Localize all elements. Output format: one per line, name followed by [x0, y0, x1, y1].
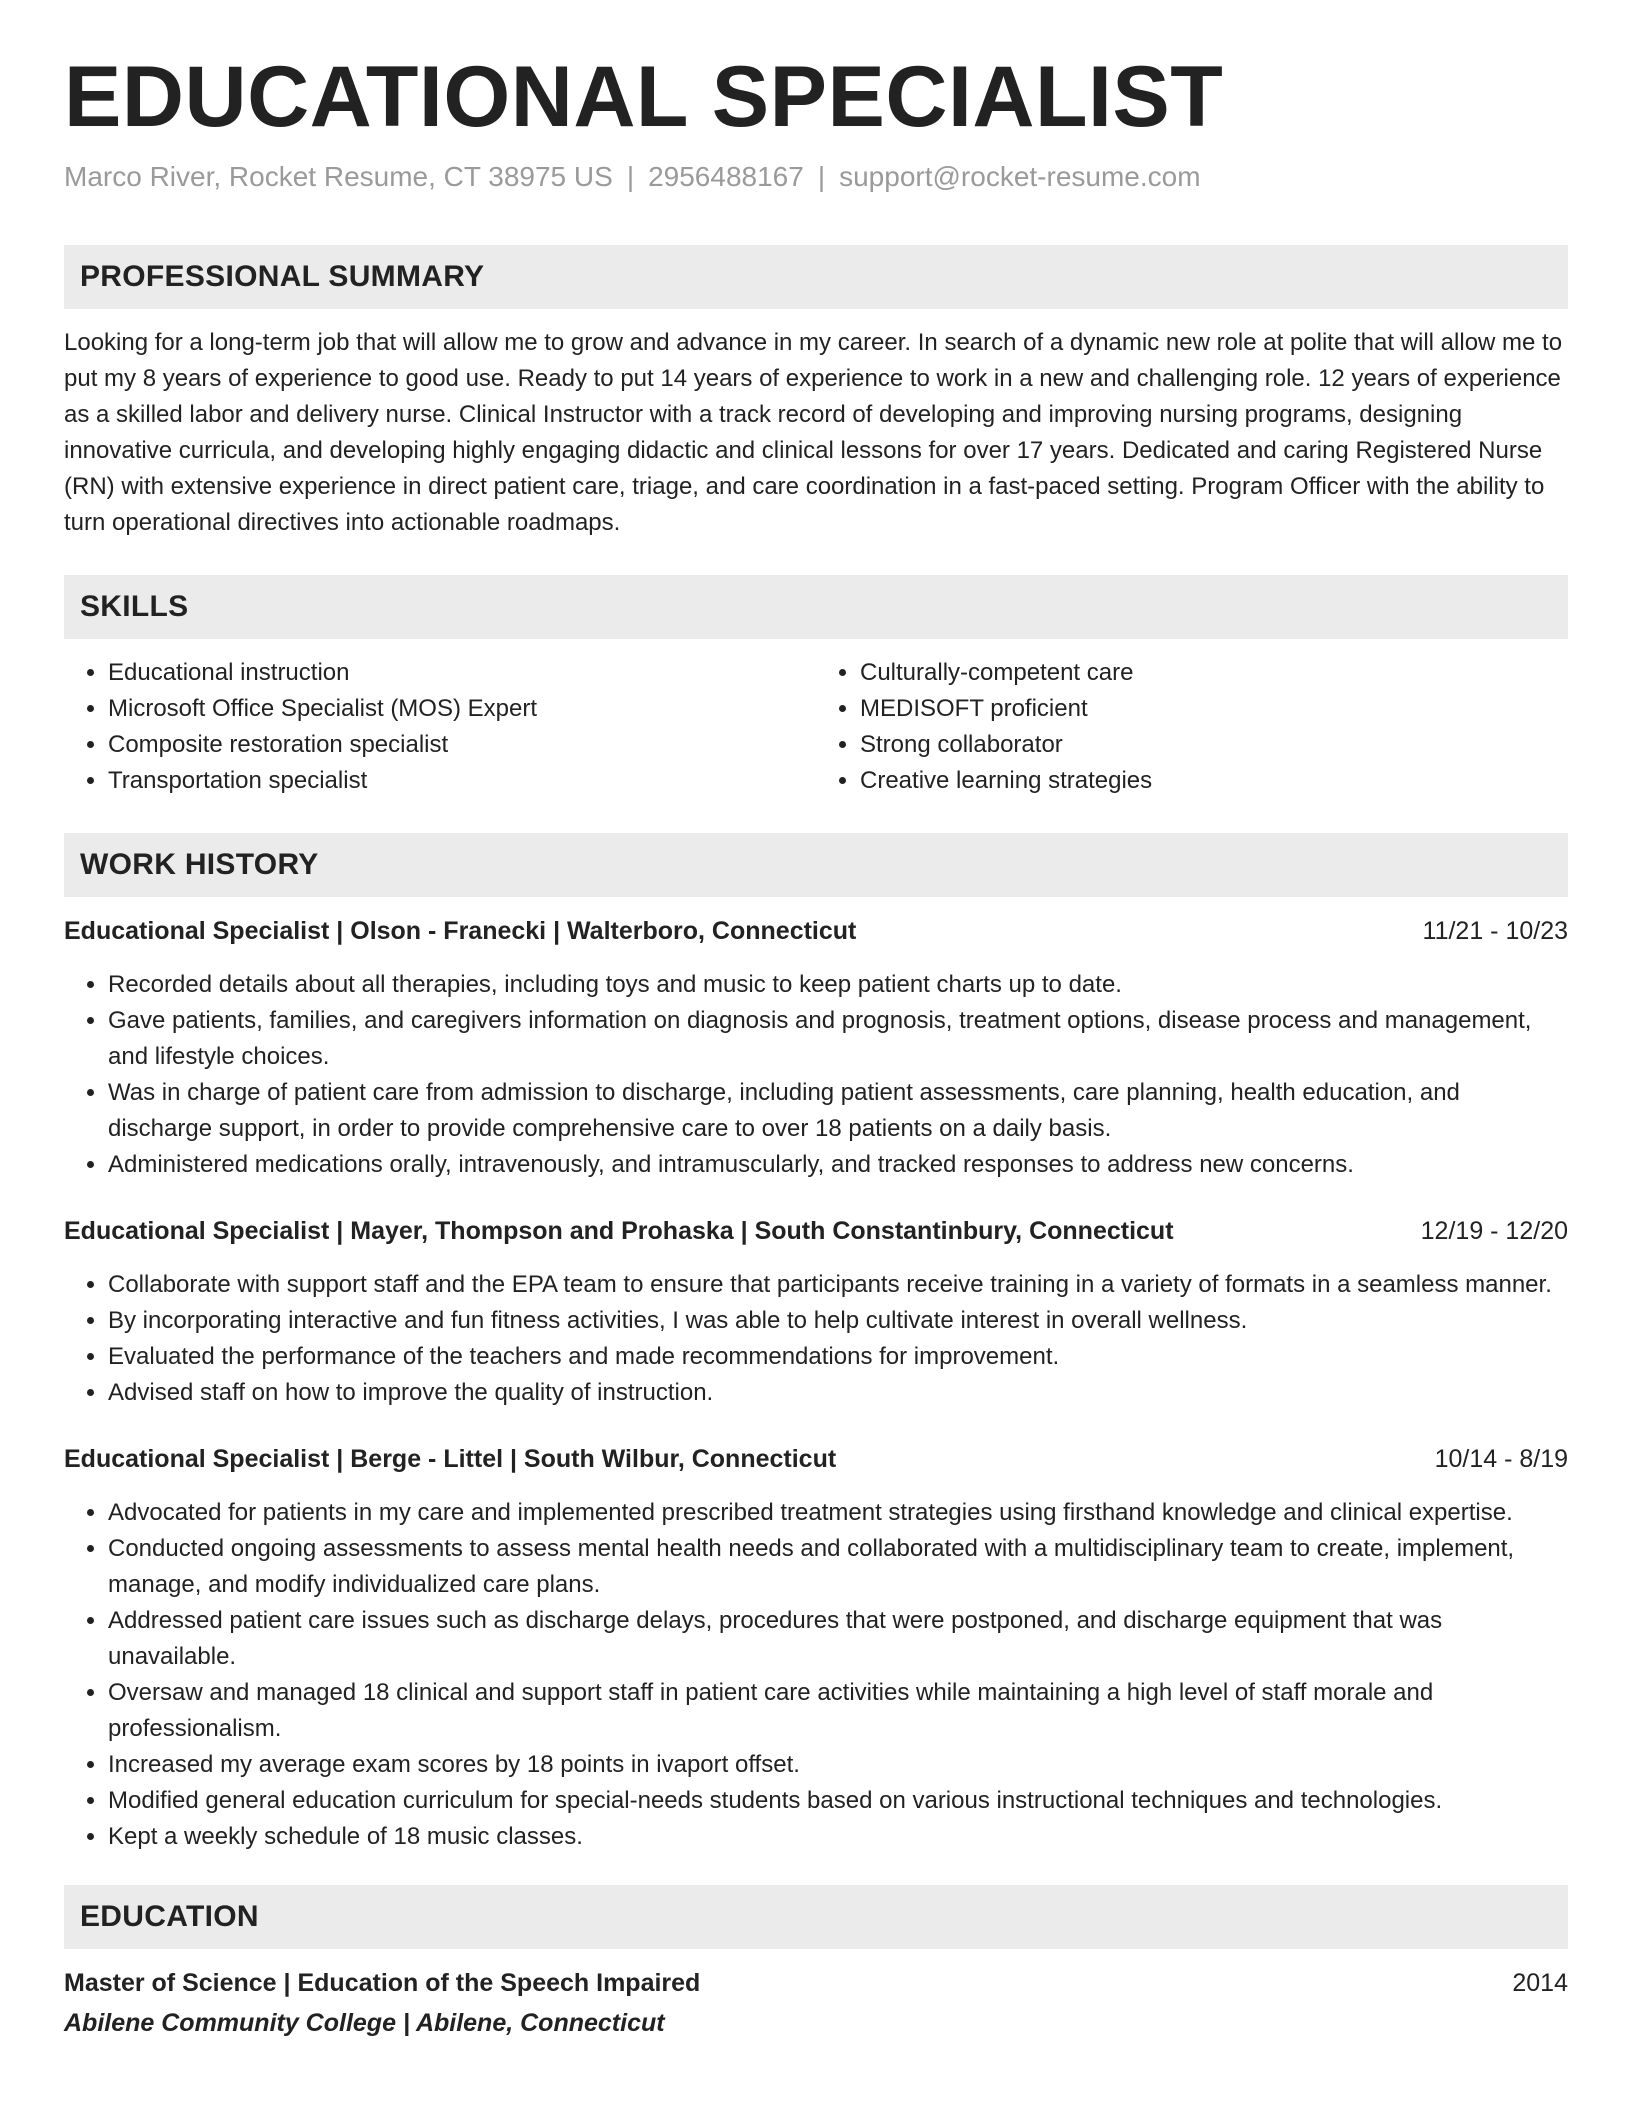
job-bullets [64, 967, 1568, 1183]
resume-title: EDUCATIONAL SPECIALIST [64, 49, 1224, 145]
job-bullet: • Advocated for patients in my care and implemented prescribed treatment strategies using firsthand knowledge and clinical expertise. [108, 1495, 1568, 1531]
education-header [64, 1965, 1568, 2001]
contact-phone: 2956488167 [648, 160, 804, 192]
skills-column-right [816, 655, 1568, 799]
job-entry [64, 913, 1568, 1183]
summary-heading: PROFESSIONAL SUMMARY [64, 245, 1568, 309]
job-bullet: • Increased my average exam scores by 18 points in ivaport offset. [108, 1747, 1568, 1783]
job-dates: 10/14 - 8/19 [1434, 1444, 1568, 1473]
contact-separator: | [626, 160, 635, 192]
skill-item: • Creative learning strategies [860, 763, 1568, 799]
skills-column-left [64, 655, 816, 799]
skill-item: • MEDISOFT proficient [860, 691, 1568, 727]
job-bullet: • By incorporating interactive and fun fitness activities, I was able to help cultivate interest in overall wellness. [108, 1303, 1568, 1339]
skill-item: • Transportation specialist [108, 763, 816, 799]
job-bullet: • Administered medications orally, intravenously, and intramuscularly, and tracked responses to address new concerns. [108, 1147, 1568, 1183]
skills-heading: SKILLS [64, 575, 1568, 639]
job-bullet: • Modified general education curriculum for special-needs students based on various instructional techniques and technologies. [108, 1783, 1568, 1819]
job-bullets [64, 1495, 1568, 1855]
skill-item: • Composite restoration specialist [108, 727, 816, 763]
job-bullet: • Addressed patient care issues such as discharge delays, procedures that were postponed, and discharge equipment that was unavailable. [108, 1603, 1568, 1675]
work-history-heading: WORK HISTORY [64, 833, 1568, 897]
contact-line [64, 159, 1568, 195]
job-header [64, 1441, 1568, 1477]
job-entry [64, 1213, 1568, 1411]
job-dates: 11/21 - 10/23 [1422, 916, 1568, 945]
job-bullets [64, 1267, 1568, 1411]
contact-separator: | [817, 160, 826, 192]
education-entry [64, 1965, 1568, 2041]
job-title: Educational Specialist | Berge - Littel | South Wilbur, Connecticut [64, 1444, 837, 1473]
job-dates: 12/19 - 12/20 [1420, 1216, 1568, 1245]
summary-text: Looking for a long-term job that will allow me to grow and advance in my career. In search of a dynamic new role at polite that will allow me to put my 8 years of experience to good use. Ready to put 14 years of experience to work in a new and challenging role. 12 years of experience as a skilled labor and delivery nurse. Clinical Instructor with a track record of developing and improving nursing programs, designing innovative curricula, and developing highly engaging didactic and clinical lessons for over 17 years. Dedicated and caring Registered Nurse (RN) with extensive experience in direct patient care, triage, and care coordination in a fast-paced setting. Program Officer with the ability to turn operational directives into actionable roadmaps. [64, 328, 1563, 536]
job-bullet: • Was in charge of patient care from admission to discharge, including patient assessments, care planning, health education, and discharge support, in order to provide comprehensive care to over 18 patients on a daily basis. [108, 1075, 1568, 1147]
skills-list [64, 655, 1568, 799]
skill-item: • Educational instruction [108, 655, 816, 691]
job-title: Educational Specialist | Mayer, Thompson and Prohaska | South Constantinbury, Connecticut [64, 1216, 1174, 1245]
contact-address: Marco River, Rocket Resume, CT 38975 US [64, 160, 613, 192]
education-degree: Master of Science | Education of the Speech Impaired [64, 1968, 701, 1997]
education-year: 2014 [1512, 1968, 1568, 1997]
skill-item: • Strong collaborator [860, 727, 1568, 763]
job-entry [64, 1441, 1568, 1855]
job-bullet: • Oversaw and managed 18 clinical and support staff in patient care activities while maintaining a high level of staff morale and professionalism. [108, 1675, 1568, 1747]
education-heading: EDUCATION [64, 1885, 1568, 1949]
job-bullet: • Evaluated the performance of the teachers and made recommendations for improvement. [108, 1339, 1568, 1375]
contact-email: support@rocket-resume.com [839, 160, 1201, 192]
education-school: Abilene Community College | Abilene, Connecticut [64, 2008, 665, 2037]
job-header [64, 913, 1568, 949]
job-bullet: • Recorded details about all therapies, including toys and music to keep patient charts up to date. [108, 967, 1568, 1003]
skill-item: • Culturally-competent care [860, 655, 1568, 691]
job-bullet: • Kept a weekly schedule of 18 music classes. [108, 1819, 1568, 1855]
job-header [64, 1213, 1568, 1249]
job-title: Educational Specialist | Olson - Franecki | Walterboro, Connecticut [64, 916, 857, 945]
job-bullet: • Conducted ongoing assessments to assess mental health needs and collaborated with a multidisciplinary team to create, implement, manage, and modify individualized care plans. [108, 1531, 1568, 1603]
job-bullet: • Collaborate with support staff and the EPA team to ensure that participants receive training in a variety of formats in a seamless manner. [108, 1267, 1568, 1303]
skill-item: • Microsoft Office Specialist (MOS) Expert [108, 691, 816, 727]
job-bullet: • Gave patients, families, and caregivers information on diagnosis and prognosis, treatment options, disease process and management, and lifestyle choices. [108, 1003, 1568, 1075]
job-bullet: • Advised staff on how to improve the quality of instruction. [108, 1375, 1568, 1411]
